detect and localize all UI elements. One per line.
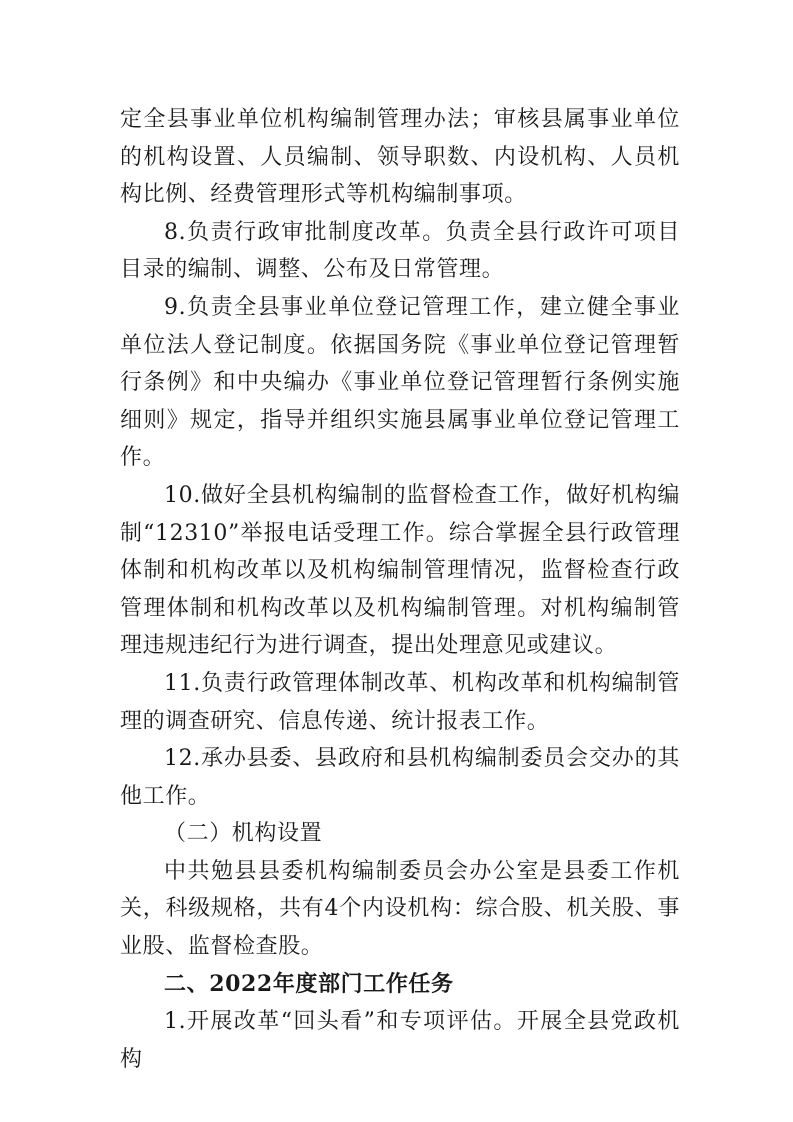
paragraph-item-10: 10.做好全县机构编制的监督检查工作，做好机构编制“12310”举报电话受理工作。综合掌握全县行政管理体制和机构改革以及机构编制管理情况，监督检查行政管理体制和机构改革以及机构编制管理。对机构编制管理违规违纪行为进行调查，提出处理意见或建议。 bbox=[120, 482, 680, 659]
paragraph-item-12: 12.承办县委、县政府和县机构编制委员会交办的其他工作。 bbox=[120, 746, 680, 809]
paragraph-continuation: 定全县事业单位机构编制管理办法；审核县属事业单位的机构设置、人员编制、领导职数、内设机构、人员机构比例、经费管理形式等机构编制事项。 bbox=[120, 107, 680, 208]
paragraph-task-1: 1.开展改革“回头看”和专项评估。开展全县党政机构 bbox=[120, 1009, 680, 1072]
subsection-heading: （二）机构设置 bbox=[164, 821, 323, 847]
paragraph-item-8: 8.负责行政审批制度改革。负责全县行政许可项目目录的编制、调整、公布及日常管理。 bbox=[120, 219, 680, 283]
paragraph-item-9: 9.负责全县事业单位登记管理工作，建立健全事业单位法人登记制度。依据国务院《事业单位登记管理暂行条例》和中央编办《事业单位登记管理暂行条例实施细则》规定，指导并组织实施县属事业单位登记管理工作。 bbox=[120, 294, 680, 471]
document-body bbox=[120, 101, 680, 1078]
paragraph-organization: 中共勉县县委机构编制委员会办公室是县委工作机关，科级规格，共有4个内设机构：综合股、机关股、事业股、监督检查股。 bbox=[120, 858, 680, 960]
section-heading: 二、2022年度部门工作任务 bbox=[164, 970, 454, 997]
paragraph-item-11: 11.负责行政管理体制改革、机构改革和机构编制管理的调查研究、信息传递、统计报表工作。 bbox=[120, 670, 680, 734]
